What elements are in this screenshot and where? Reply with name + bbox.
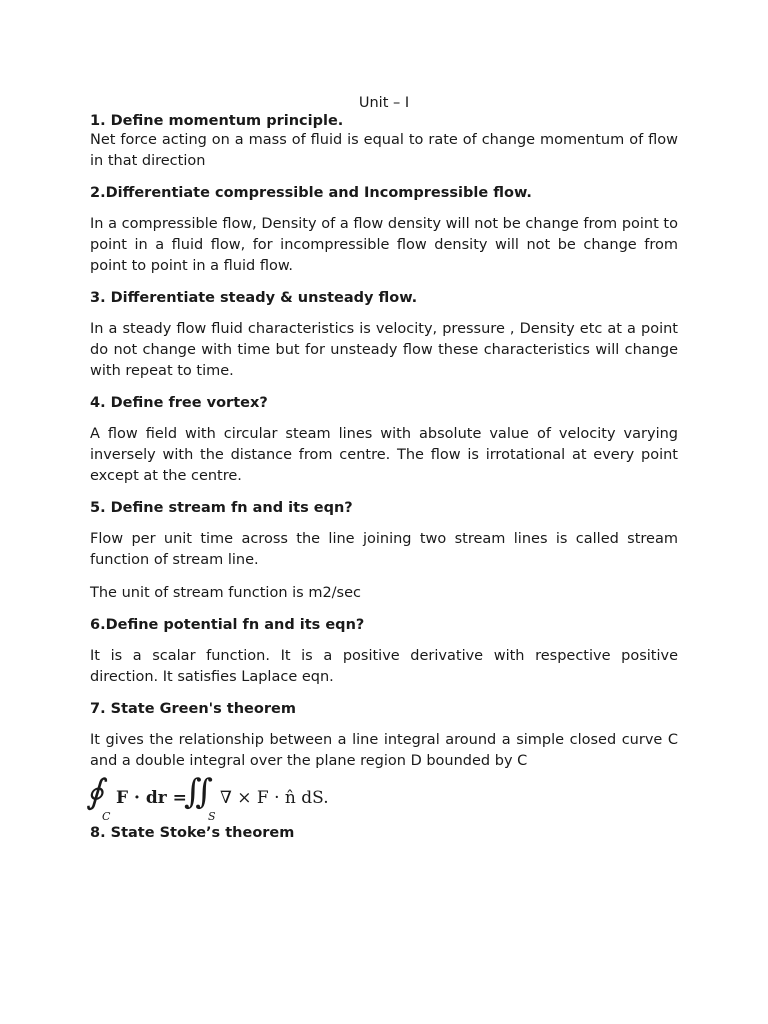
answer-7: It gives the relationship between a line integral around a simple closed curve C and a double integral over the plane region D bounded by C (90, 732, 678, 769)
answer-4: A flow field with circular steam lines with absolute value of velocity varying inversely with the distance from centre. The flow is irrotational at every point except at the centre. (90, 426, 678, 484)
question-2: 2.Differentiate compressible and Incompressible flow. (90, 185, 532, 201)
formula-lhs: F · dr = (116, 788, 187, 808)
formula-rhs: ∇ × F · n̂ dS. (220, 788, 329, 808)
double-subscript: S (208, 810, 216, 823)
answer-2: In a compressible flow, Density of a flow density will not be change from point to point in a fluid flow, for incompressible flow density will not be change from point to point in a fluid flow. (90, 216, 678, 274)
contour-integral-symbol: ∮ (86, 772, 104, 812)
question-4: 4. Define free vortex? (90, 395, 268, 411)
stokes-formula (86, 772, 678, 824)
question-5: 5. Define stream fn and its eqn? (90, 500, 353, 516)
question-6: 6.Define potential fn and its eqn? (90, 617, 365, 633)
answer-3: In a steady flow fluid characteristics is velocity, pressure , Density etc at a point do not change with time but for unsteady flow these characteristics will change with repeat to time. (90, 321, 678, 379)
question-8: 8. State Stoke’s theorem (90, 825, 295, 841)
page-title: Unit – I (358, 95, 410, 111)
question-3: 3. Differentiate steady & unsteady flow. (90, 290, 418, 306)
question-1: 1. Define momentum principle. (90, 113, 344, 129)
answer-1: Net force acting on a mass of fluid is equal to rate of change momentum of flow in that direction (90, 132, 678, 169)
answer-5: Flow per unit time across the line joining two stream lines is called stream function of stream line. (90, 531, 678, 568)
question-7: 7. State Green's theorem (90, 701, 296, 717)
answer-5-unit: The unit of stream function is m2/sec (90, 585, 362, 601)
document-page (86, 88, 678, 842)
double-integral-symbol: ∬ (184, 772, 213, 812)
contour-subscript: C (102, 810, 111, 823)
answer-6: It is a scalar function. It is a positive derivative with respective positive direction. It satisfies Laplace eqn. (90, 648, 678, 685)
